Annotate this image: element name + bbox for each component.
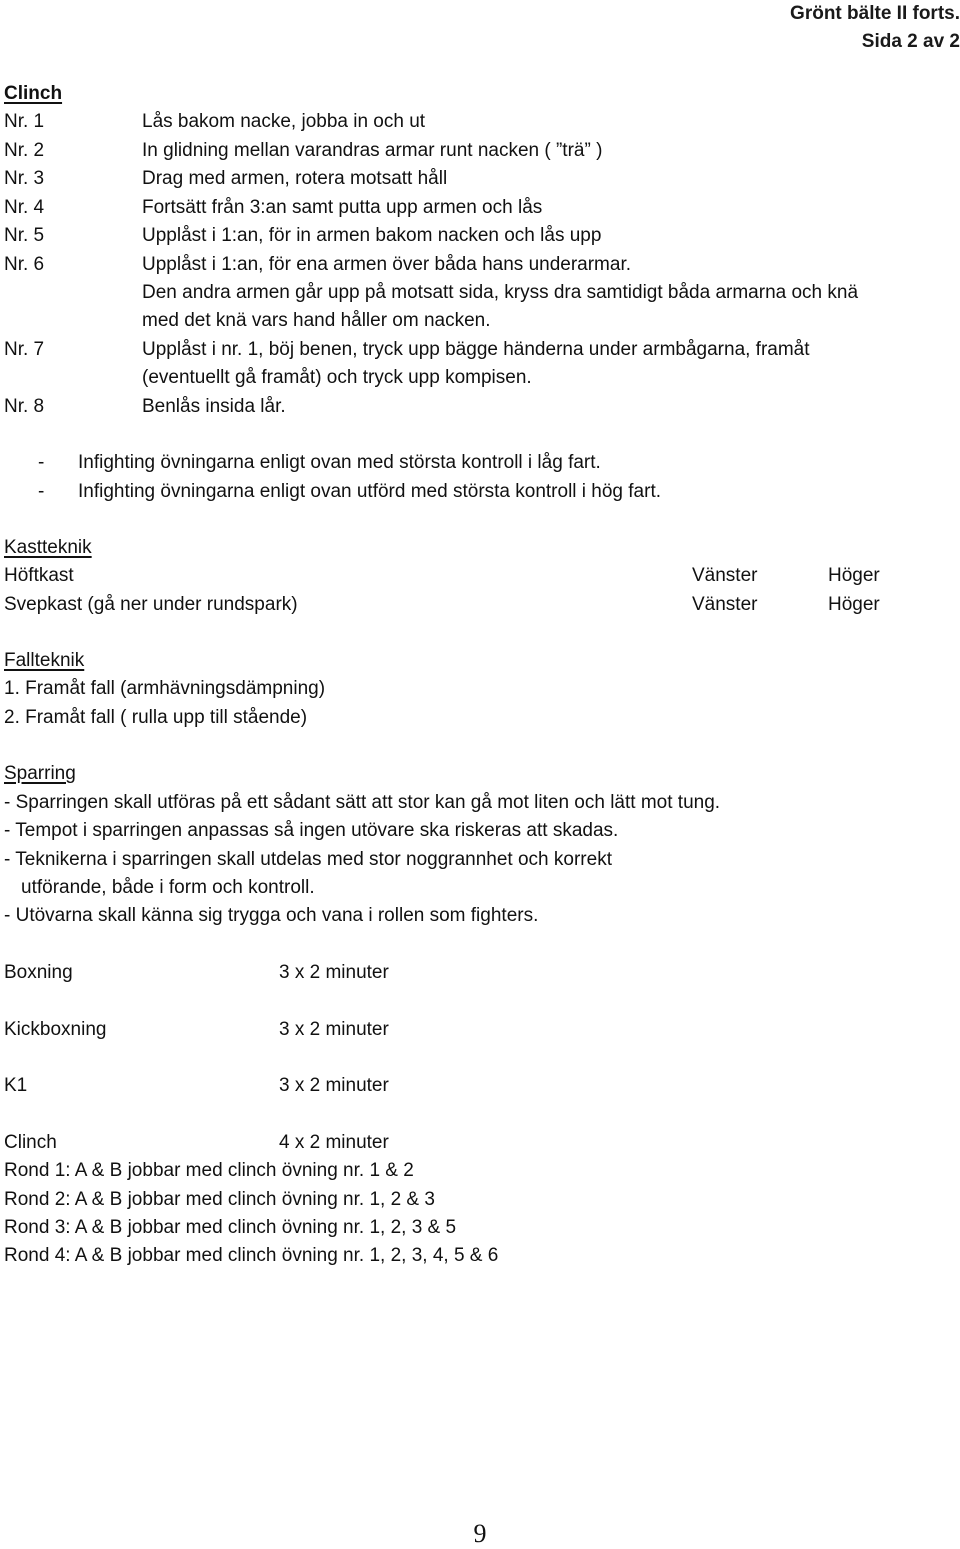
clinch-item-text: Upplåst i nr. 1, böj benen, tryck upp bägge händerna under armbågarna, framåt: [142, 339, 810, 360]
note-dash: -: [38, 481, 45, 502]
clinch-item-number: Nr. 7: [4, 339, 45, 360]
fall-item: 2. Framåt fall ( rulla upp till stående): [4, 707, 308, 728]
throw-side-right: Höger: [828, 565, 880, 586]
discipline-name: K1: [4, 1075, 28, 1096]
clinch-item-text: med det knä vars hand håller om nacken.: [142, 310, 491, 331]
page-header: [560, 0, 960, 56]
throw-side-left: Vänster: [692, 565, 758, 586]
clinch-item-number: Nr. 8: [4, 396, 45, 417]
sparring-rule: - Sparringen skall utföras på ett sådant sätt att stor kan gå mot liten och lätt mot tung.: [4, 792, 721, 813]
clinch-item-number: Nr. 3: [4, 168, 45, 189]
throw-side-left: Vänster: [692, 594, 758, 615]
fall-item: 1. Framåt fall (armhävningsdämpning): [4, 678, 326, 699]
clinch-item-number: Nr. 2: [4, 140, 45, 161]
clinch-item-text: Upplåst i 1:an, för ena armen över båda hans underarmar.: [142, 254, 632, 275]
clinch-item-text: Upplåst i 1:an, för in armen bakom nacken och lås upp: [142, 225, 602, 246]
clinch-item-text: (eventuellt gå framåt) och tryck upp kompisen.: [142, 367, 532, 388]
round-line: Rond 3: A & B jobbar med clinch övning nr. 1, 2, 3 & 5: [4, 1217, 457, 1238]
sparring-heading: Sparring: [4, 763, 76, 784]
throw-name: Svepkast (gå ner under rundspark): [4, 594, 298, 615]
sparring-rule: - Tempot i sparringen anpassas så ingen utövare ska riskeras att skadas.: [4, 820, 619, 841]
sparring-rule: - Teknikerna i sparringen skall utdelas med stor noggrannhet och korrekt: [4, 849, 612, 870]
kastteknik-heading: Kastteknik: [4, 537, 92, 558]
discipline-name: Boxning: [4, 962, 73, 983]
note-text: Infighting övningarna enligt ovan med största kontroll i låg fart.: [78, 452, 601, 473]
discipline-name: Clinch: [4, 1132, 57, 1153]
page-number: 9: [473, 1519, 487, 1548]
discipline-name: Kickboxning: [4, 1019, 107, 1040]
sparring-rule-continuation: utförande, både i form och kontroll.: [21, 877, 315, 898]
discipline-time: 3 x 2 minuter: [279, 962, 389, 983]
clinch-item-number: Nr. 4: [4, 197, 45, 218]
discipline-time: 3 x 2 minuter: [279, 1075, 389, 1096]
header-page-indicator: Sida 2 av 2: [861, 31, 960, 52]
clinch-item-text: Fortsätt från 3:an samt putta upp armen och lås: [142, 197, 543, 218]
sparring-rule: - Utövarna skall känna sig trygga och vana i rollen som fighters.: [4, 905, 539, 926]
clinch-item-number: Nr. 5: [4, 225, 45, 246]
fallteknik-heading: Fallteknik: [4, 650, 85, 671]
throw-name: Höftkast: [4, 565, 74, 586]
round-line: Rond 4: A & B jobbar med clinch övning nr. 1, 2, 3, 4, 5 & 6: [4, 1245, 499, 1266]
round-line: Rond 2: A & B jobbar med clinch övning nr. 1, 2 & 3: [4, 1189, 435, 1210]
note-text: Infighting övningarna enligt ovan utförd med största kontroll i hög fart.: [78, 481, 662, 502]
discipline-time: 4 x 2 minuter: [279, 1132, 389, 1153]
clinch-item-number: Nr. 6: [4, 254, 45, 275]
clinch-item-text: Benlås insida lår.: [142, 396, 286, 417]
discipline-time: 3 x 2 minuter: [279, 1019, 389, 1040]
header-title: Grönt bälte II forts.: [790, 3, 960, 24]
note-dash: -: [38, 452, 45, 473]
clinch-item-text: In glidning mellan varandras armar runt nacken ( ”trä” ): [142, 140, 603, 161]
round-line: Rond 1: A & B jobbar med clinch övning nr. 1 & 2: [4, 1160, 414, 1181]
clinch-heading: Clinch: [4, 83, 63, 104]
clinch-item-number: Nr. 1: [4, 111, 45, 132]
clinch-item-text: Den andra armen går upp på motsatt sida, kryss dra samtidigt båda armarna och knä: [142, 282, 859, 303]
clinch-item-text: Lås bakom nacke, jobba in och ut: [142, 111, 426, 132]
throw-side-right: Höger: [828, 594, 880, 615]
clinch-item-text: Drag med armen, rotera motsatt håll: [142, 168, 448, 189]
